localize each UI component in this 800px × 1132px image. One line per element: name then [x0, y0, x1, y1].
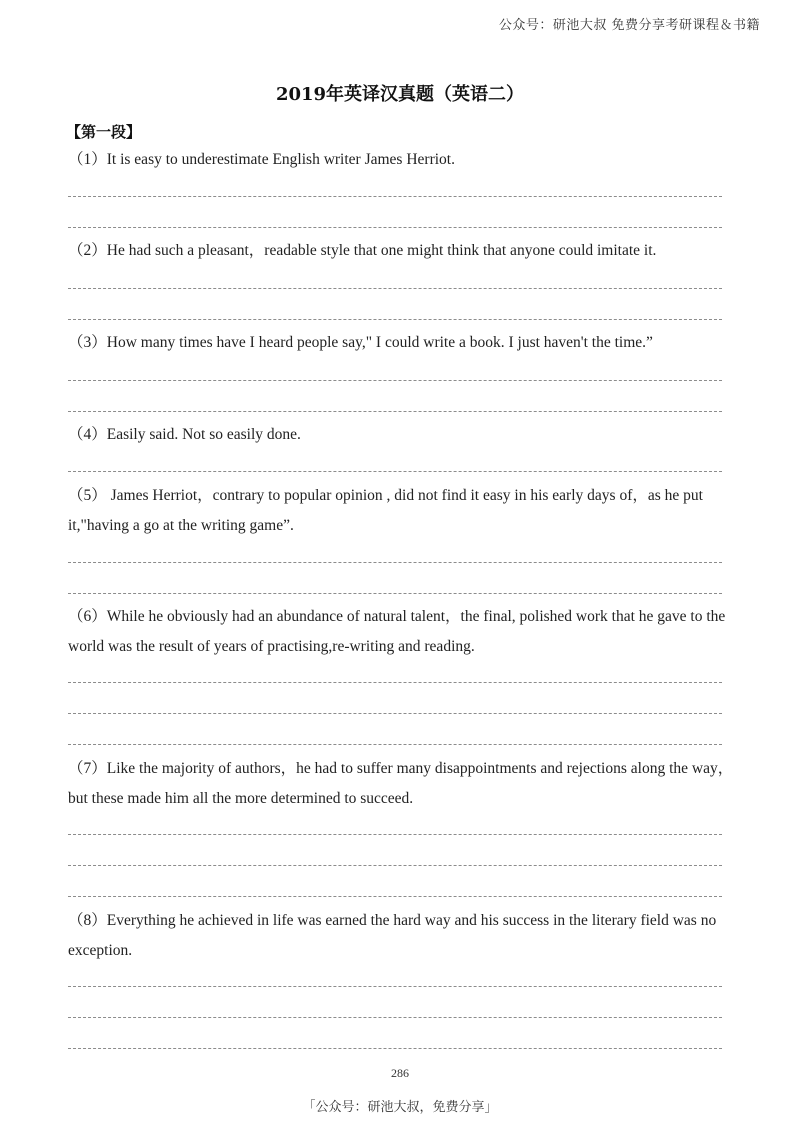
answer-line[interactable]: [68, 986, 722, 987]
answer-line[interactable]: [68, 682, 722, 683]
answer-line[interactable]: [68, 593, 722, 594]
answer-line[interactable]: [68, 865, 722, 866]
answer-line[interactable]: [68, 471, 722, 472]
answer-line[interactable]: [68, 834, 722, 835]
answer-line[interactable]: [68, 713, 722, 714]
answer-line[interactable]: [68, 896, 722, 897]
question-7: （7）Like the majority of authors，he had to suffer many disappointments and rejections along the way，but these made him all the more determined to succeed.: [68, 760, 734, 807]
question-1: （1）It is easy to underestimate English writer James Herriot.: [68, 151, 455, 168]
question-2: （2）He had such a pleasant，readable style that one might think that anyone could imitate it.: [68, 242, 657, 259]
header-watermark: 公众号：研池大叔 免费分享考研课程＆书籍: [498, 18, 760, 33]
question-6: （6）While he obviously had an abundance of natural talent，the final, polished work that he gave to the world was the result of years of practising,re-writing and reading.: [68, 608, 726, 655]
question-4: （4）Easily said. Not so easily done.: [68, 426, 301, 443]
answer-line[interactable]: [68, 288, 722, 289]
answer-line[interactable]: [68, 562, 722, 563]
answer-line[interactable]: [68, 196, 722, 197]
answer-line[interactable]: [68, 319, 722, 320]
footer-watermark: 「公众号：研池大叔，免费分享」: [302, 1100, 498, 1115]
answer-line[interactable]: [68, 411, 722, 412]
answer-line[interactable]: [68, 744, 722, 745]
question-3: （3）How many times have I heard people say," I could write a book. I just haven't the time.”: [68, 334, 653, 351]
page-title: 2019年英译汉真题（英语二）: [275, 84, 525, 105]
question-8: （8）Everything he achieved in life was earned the hard way and his success in the literary field was no exception.: [68, 912, 717, 959]
answer-line[interactable]: [68, 380, 722, 381]
answer-line[interactable]: [68, 1017, 722, 1018]
question-5: （5） James Herriot，contrary to popular opinion , did not find it easy in his early days of，as he put it,"having a go at the writing game”.: [68, 487, 703, 534]
section-label: 【第一段】: [66, 123, 142, 141]
answer-line[interactable]: [68, 227, 722, 228]
answer-line[interactable]: [68, 1048, 722, 1049]
page-number: 286: [391, 1066, 409, 1080]
